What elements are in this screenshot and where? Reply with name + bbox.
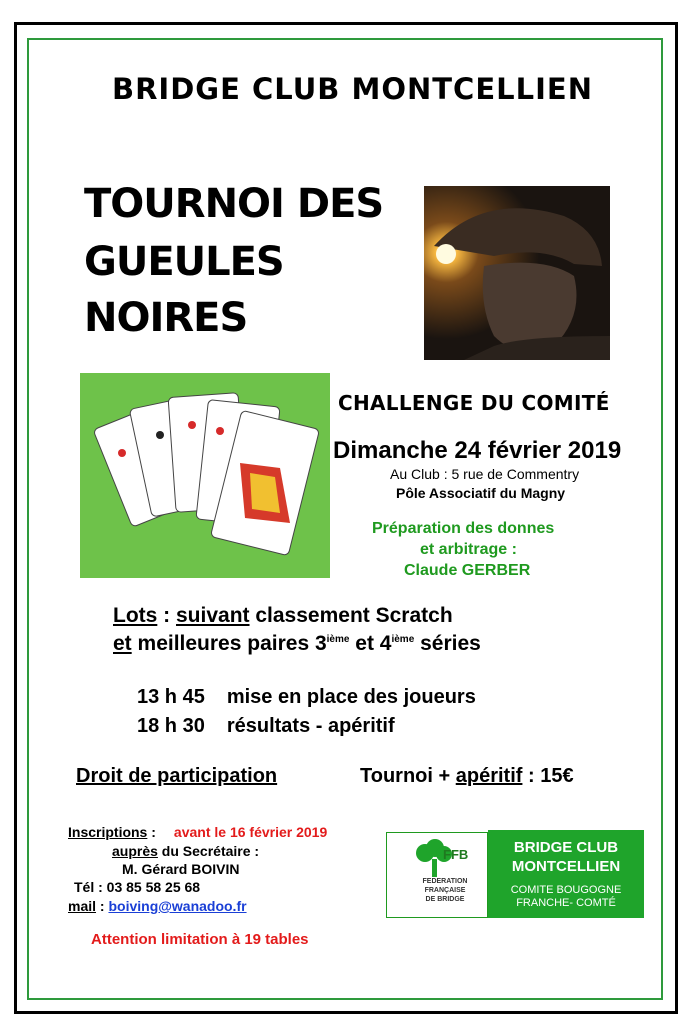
arbitrage-line2: et arbitrage :	[420, 541, 517, 558]
lots-line1: Lots : suivant classement Scratch	[113, 604, 453, 627]
ffb-abbr: FFB	[443, 847, 469, 862]
club-logo	[488, 830, 644, 918]
club-address: Au Club : 5 rue de Commentry	[390, 466, 580, 482]
club-title: BRIDGE CLUB MONTCELLIEN	[112, 72, 593, 106]
ffb-subtitle: FEDERATION FRANÇAISE DE BRIDGE	[422, 878, 468, 903]
email-link[interactable]: boiving@wanadoo.fr	[108, 898, 247, 914]
participation-label: Droit de participation	[76, 765, 278, 787]
playing-cards-photo	[80, 373, 330, 578]
club-logo-line4: FRANCHE- COMTÉ	[516, 897, 616, 909]
inscriptions-line: Inscriptions : avant le 16 février 2019	[68, 824, 328, 840]
club-logo-line1: BRIDGE CLUB	[513, 839, 619, 856]
deadline: avant le 16 février 2019	[173, 824, 328, 840]
lots-line2: et meilleures paires 3ième et 4ième séries	[113, 632, 481, 655]
schedule-row: 18 h 30 résultats - apéritif	[137, 715, 395, 737]
secretary-name: M. Gérard BOIVIN	[122, 861, 240, 877]
club-logo-line2: MONTCELLIEN	[511, 858, 621, 875]
event-date: Dimanche 24 février 2019	[333, 437, 622, 464]
phone-number: Tél : 03 85 58 25 68	[74, 879, 201, 895]
schedule-row: 13 h 45 mise en place des joueurs	[137, 686, 476, 708]
mail-line: mail : boiving@wanadoo.fr	[68, 898, 247, 914]
club-logo-line3: COMITE BOUGOGNE	[510, 884, 622, 896]
ffb-logo	[386, 832, 488, 918]
venue-name: Pôle Associatif du Magny	[396, 485, 566, 501]
lots-label: Lots	[113, 604, 158, 627]
arbitrage-line3: Claude GERBER	[404, 562, 531, 579]
tournament-title-line2: GUEULES	[84, 239, 284, 285]
arbitrage-line1: Préparation des donnes	[372, 520, 555, 537]
challenge-title: CHALLENGE DU COMITÉ	[338, 391, 610, 415]
tournament-title-line3: NOIRES	[84, 295, 248, 341]
miner-photo	[424, 186, 610, 360]
participation-price: Tournoi + apéritif : 15€	[360, 765, 574, 787]
aupres-line: auprès du Secrétaire :	[112, 843, 260, 859]
tournament-title-line1: TOURNOI DES	[84, 181, 384, 227]
warning-text: Attention limitation à 19 tables	[91, 931, 309, 948]
inscriptions-label: Inscriptions	[68, 824, 148, 840]
